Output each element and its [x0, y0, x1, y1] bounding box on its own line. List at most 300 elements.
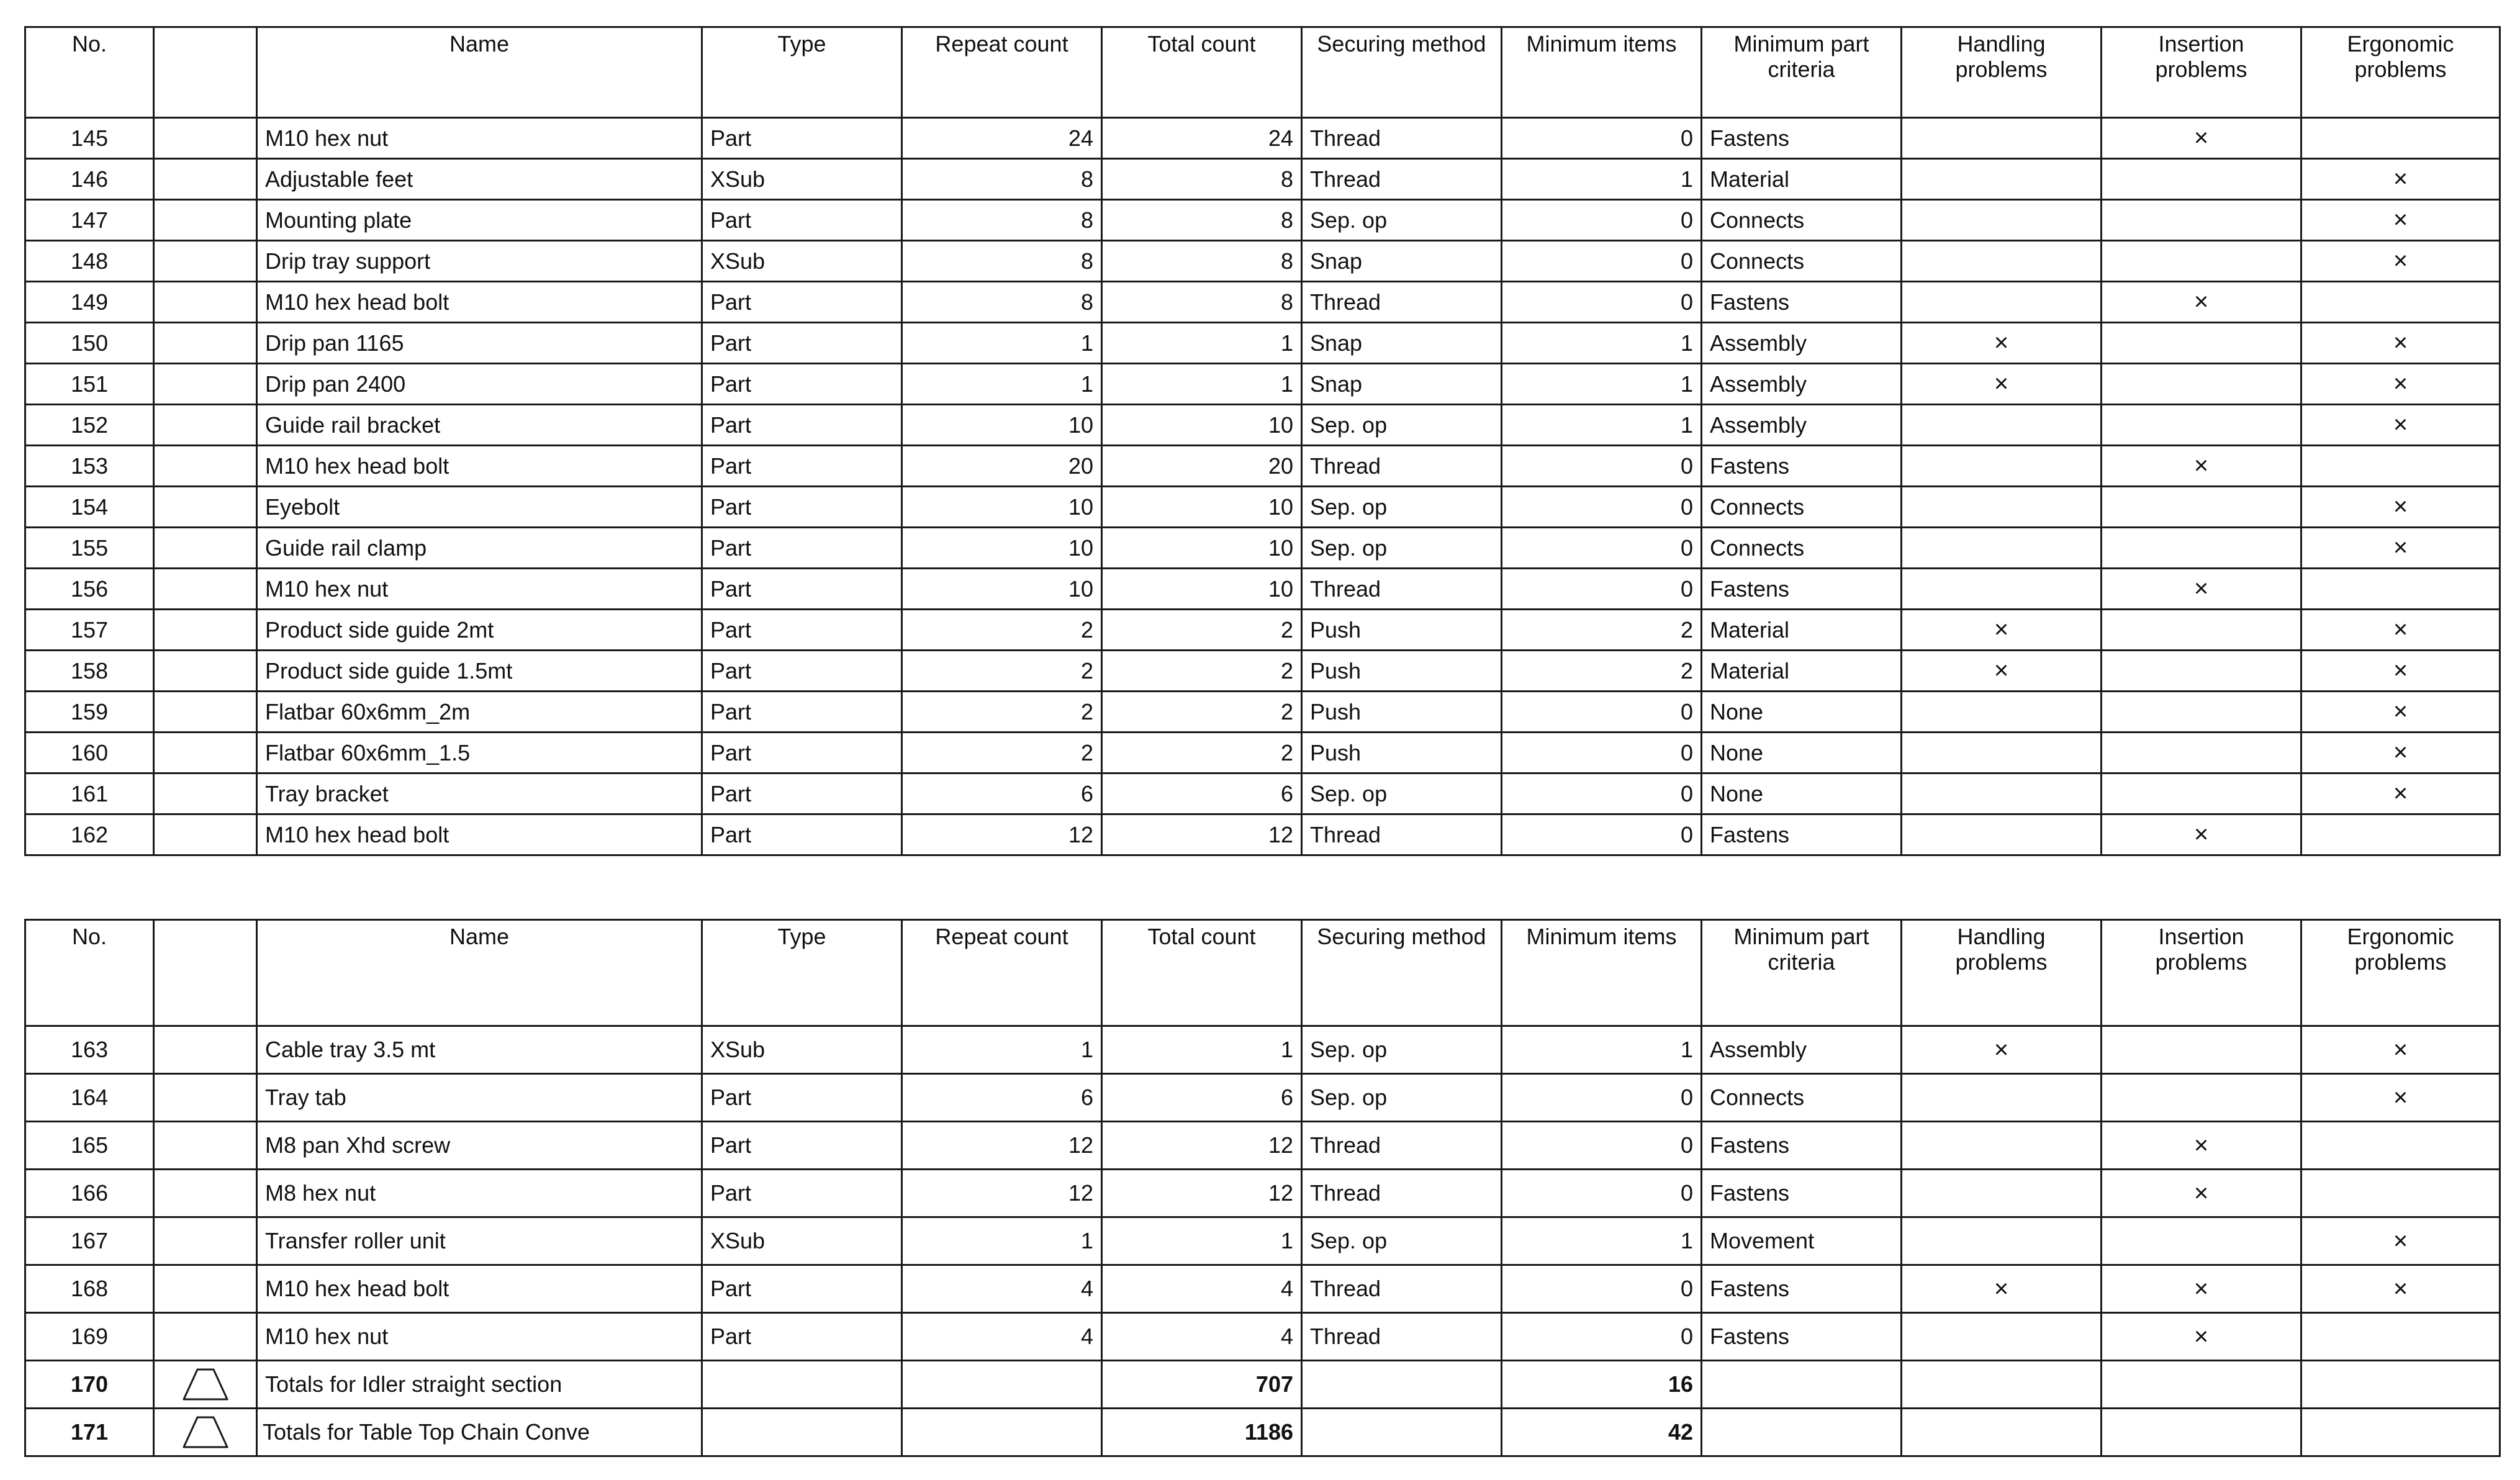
insertion-problem-mark [2102, 733, 2301, 774]
securing-method: Push [1302, 610, 1502, 651]
handling-problem-mark [1902, 774, 2102, 814]
empty-cell [1902, 1409, 2102, 1456]
row-icon-cell [154, 405, 257, 446]
insertion-problem-mark: × [2102, 569, 2301, 610]
row-number: 162 [25, 814, 154, 855]
minimum-part-criteria: Connects [1702, 1074, 1902, 1122]
part-type: Part [702, 200, 902, 241]
header-minimum-part-criteria: Minimum part criteria [1702, 920, 1902, 1026]
row-number: 151 [25, 364, 154, 405]
part-name: M10 hex head bolt [257, 1265, 702, 1313]
minimum-part-criteria: Fastens [1702, 446, 1902, 487]
minimum-items: 1 [1502, 364, 1702, 405]
totals-row [25, 1361, 2500, 1409]
totals-row [25, 1409, 2500, 1456]
ergonomic-problem-mark [2301, 1122, 2500, 1170]
handling-problem-mark [1902, 118, 2102, 159]
part-type: Part [702, 1122, 902, 1170]
securing-method: Sep. op [1302, 1217, 1502, 1265]
row-icon-cell [154, 1170, 257, 1217]
part-name: Guide rail clamp [257, 528, 702, 569]
insertion-problem-mark: × [2102, 814, 2301, 855]
total-count: 1 [1102, 323, 1302, 364]
part-name: M10 hex head bolt [257, 282, 702, 323]
repeat-count: 4 [902, 1313, 1102, 1361]
row-icon-cell [154, 528, 257, 569]
repeat-count: 6 [902, 1074, 1102, 1122]
handling-problem-mark [1902, 733, 2102, 774]
empty-cell [702, 1361, 902, 1409]
minimum-items: 0 [1502, 1170, 1702, 1217]
part-name: M10 hex head bolt [257, 446, 702, 487]
handling-problem-mark: × [1902, 364, 2102, 405]
ergonomic-problem-mark [2301, 1313, 2500, 1361]
insertion-problem-mark [2102, 651, 2301, 692]
total-count: 2 [1102, 610, 1302, 651]
insertion-problem-mark [2102, 1217, 2301, 1265]
part-type: Part [702, 323, 902, 364]
table-row [25, 610, 2500, 651]
minimum-part-criteria: Assembly [1702, 1026, 1902, 1074]
minimum-items: 0 [1502, 733, 1702, 774]
repeat-count: 2 [902, 733, 1102, 774]
insertion-problem-mark: × [2102, 1265, 2301, 1313]
securing-method: Push [1302, 692, 1502, 733]
handling-problem-mark [1902, 282, 2102, 323]
minimum-items: 0 [1502, 118, 1702, 159]
ergonomic-problem-mark: × [2301, 241, 2500, 282]
header-no: No. [25, 27, 154, 118]
ergonomic-problem-mark: × [2301, 774, 2500, 814]
row-icon-cell [154, 569, 257, 610]
table-row [25, 1170, 2500, 1217]
securing-method: Thread [1302, 159, 1502, 200]
part-type: Part [702, 1313, 902, 1361]
ergonomic-problem-mark [2301, 282, 2500, 323]
empty-cell [2301, 1409, 2500, 1456]
header-minimum-part-criteria: Minimum part criteria [1702, 27, 1902, 118]
row-number: 148 [25, 241, 154, 282]
part-name: M8 pan Xhd screw [257, 1122, 702, 1170]
empty-cell [702, 1409, 902, 1456]
repeat-count: 1 [902, 1217, 1102, 1265]
row-number: 159 [25, 692, 154, 733]
totals-label: Totals for Table Top Chain Conve [257, 1409, 702, 1456]
empty-cell [902, 1409, 1102, 1456]
part-name: Mounting plate [257, 200, 702, 241]
repeat-count: 10 [902, 405, 1102, 446]
minimum-items: 0 [1502, 1122, 1702, 1170]
header-handling-problems: Handling problems [1902, 920, 2102, 1026]
total-count: 24 [1102, 118, 1302, 159]
minimum-items: 0 [1502, 528, 1702, 569]
repeat-count: 8 [902, 241, 1102, 282]
row-icon-cell [154, 1217, 257, 1265]
insertion-problem-mark [2102, 528, 2301, 569]
minimum-part-criteria: None [1702, 692, 1902, 733]
part-type: XSub [702, 241, 902, 282]
part-name: M8 hex nut [257, 1170, 702, 1217]
row-number: 170 [25, 1361, 154, 1409]
part-name: Guide rail bracket [257, 405, 702, 446]
part-name: Drip pan 2400 [257, 364, 702, 405]
handling-problem-mark [1902, 200, 2102, 241]
part-name: Eyebolt [257, 487, 702, 528]
insertion-problem-mark: × [2102, 282, 2301, 323]
insertion-problem-mark [2102, 159, 2301, 200]
repeat-count: 24 [902, 118, 1102, 159]
repeat-count: 8 [902, 200, 1102, 241]
header-insertion-problems: Insertion problems [2102, 920, 2301, 1026]
total-count: 1 [1102, 364, 1302, 405]
ergonomic-problem-mark: × [2301, 1217, 2500, 1265]
insertion-problem-mark [2102, 241, 2301, 282]
minimum-items: 1 [1502, 159, 1702, 200]
row-icon-cell [154, 323, 257, 364]
parts-table-1 [24, 26, 2501, 856]
row-number: 161 [25, 774, 154, 814]
part-name: M10 hex nut [257, 569, 702, 610]
part-name: M10 hex head bolt [257, 814, 702, 855]
row-number: 157 [25, 610, 154, 651]
row-number: 149 [25, 282, 154, 323]
repeat-count: 8 [902, 282, 1102, 323]
minimum-part-criteria: Material [1702, 610, 1902, 651]
minimum-part-criteria: Assembly [1702, 323, 1902, 364]
row-icon-cell [154, 1026, 257, 1074]
table-row [25, 159, 2500, 200]
handling-problem-mark [1902, 692, 2102, 733]
minimum-items: 1 [1502, 323, 1702, 364]
part-type: Part [702, 118, 902, 159]
ergonomic-problem-mark: × [2301, 364, 2500, 405]
row-icon-cell [154, 733, 257, 774]
repeat-count: 12 [902, 1170, 1102, 1217]
table-row [25, 487, 2500, 528]
securing-method: Thread [1302, 1122, 1502, 1170]
row-icon-cell [154, 651, 257, 692]
minimum-items: 0 [1502, 1265, 1702, 1313]
handling-problem-mark [1902, 814, 2102, 855]
handling-problem-mark: × [1902, 323, 2102, 364]
minimum-part-criteria: Fastens [1702, 1122, 1902, 1170]
row-number: 150 [25, 323, 154, 364]
ergonomic-problem-mark: × [2301, 692, 2500, 733]
insertion-problem-mark [2102, 200, 2301, 241]
handling-problem-mark [1902, 487, 2102, 528]
table-row [25, 814, 2500, 855]
row-icon-cell [154, 159, 257, 200]
ergonomic-problem-mark [2301, 446, 2500, 487]
handling-problem-mark [1902, 241, 2102, 282]
insertion-problem-mark [2102, 364, 2301, 405]
table-row [25, 1074, 2500, 1122]
repeat-count: 10 [902, 487, 1102, 528]
insertion-problem-mark [2102, 323, 2301, 364]
ergonomic-problem-mark [2301, 814, 2500, 855]
securing-method: Thread [1302, 1313, 1502, 1361]
empty-cell [2102, 1361, 2301, 1409]
insertion-problem-mark [2102, 692, 2301, 733]
handling-problem-mark [1902, 1217, 2102, 1265]
handling-problem-mark [1902, 528, 2102, 569]
row-icon-cell [154, 118, 257, 159]
minimum-items: 1 [1502, 1026, 1702, 1074]
ergonomic-problem-mark: × [2301, 1074, 2500, 1122]
header-securing-method: Securing method [1302, 27, 1502, 118]
row-number: 153 [25, 446, 154, 487]
repeat-count: 6 [902, 774, 1102, 814]
row-icon-cell [154, 692, 257, 733]
repeat-count: 12 [902, 814, 1102, 855]
ergonomic-problem-mark [2301, 118, 2500, 159]
repeat-count: 10 [902, 569, 1102, 610]
ergonomic-problem-mark: × [2301, 159, 2500, 200]
part-name: M10 hex nut [257, 1313, 702, 1361]
repeat-count: 1 [902, 323, 1102, 364]
total-count: 2 [1102, 733, 1302, 774]
empty-cell [902, 1361, 1102, 1409]
ergonomic-problem-mark: × [2301, 610, 2500, 651]
securing-method: Snap [1302, 241, 1502, 282]
ergonomic-problem-mark: × [2301, 405, 2500, 446]
securing-method: Push [1302, 651, 1502, 692]
part-name: Flatbar 60x6mm_2m [257, 692, 702, 733]
insertion-problem-mark: × [2102, 446, 2301, 487]
handling-problem-mark [1902, 405, 2102, 446]
total-count: 1 [1102, 1217, 1302, 1265]
securing-method: Thread [1302, 1265, 1502, 1313]
ergonomic-problem-mark: × [2301, 651, 2500, 692]
minimum-part-criteria: Material [1702, 651, 1902, 692]
part-name: Tray tab [257, 1074, 702, 1122]
totals-minimum-items: 42 [1502, 1409, 1702, 1456]
totals-icon-cell [154, 1361, 257, 1409]
empty-cell [1702, 1361, 1902, 1409]
header-no: No. [25, 920, 154, 1026]
part-name: Cable tray 3.5 mt [257, 1026, 702, 1074]
table-row [25, 446, 2500, 487]
total-count: 10 [1102, 569, 1302, 610]
minimum-items: 2 [1502, 610, 1702, 651]
handling-problem-mark [1902, 446, 2102, 487]
securing-method: Sep. op [1302, 405, 1502, 446]
table-row [25, 733, 2500, 774]
table-row [25, 118, 2500, 159]
part-type: Part [702, 814, 902, 855]
part-name: Product side guide 1.5mt [257, 651, 702, 692]
row-icon-cell [154, 610, 257, 651]
part-type: Part [702, 1265, 902, 1313]
handling-problem-mark: × [1902, 610, 2102, 651]
securing-method: Thread [1302, 118, 1502, 159]
row-number: 154 [25, 487, 154, 528]
header-handling-problems: Handling problems [1902, 27, 2102, 118]
handling-problem-mark [1902, 1170, 2102, 1217]
table-row [25, 323, 2500, 364]
repeat-count: 20 [902, 446, 1102, 487]
minimum-items: 1 [1502, 405, 1702, 446]
minimum-part-criteria: Connects [1702, 528, 1902, 569]
securing-method: Sep. op [1302, 528, 1502, 569]
part-type: Part [702, 733, 902, 774]
total-count: 8 [1102, 282, 1302, 323]
row-icon-cell [154, 487, 257, 528]
row-number: 171 [25, 1409, 154, 1456]
minimum-part-criteria: Fastens [1702, 282, 1902, 323]
total-count: 4 [1102, 1313, 1302, 1361]
minimum-items: 0 [1502, 200, 1702, 241]
table-row [25, 692, 2500, 733]
header-total-count: Total count [1102, 920, 1302, 1026]
table-row [25, 1122, 2500, 1170]
total-count: 12 [1102, 814, 1302, 855]
minimum-items: 2 [1502, 651, 1702, 692]
table-row [25, 651, 2500, 692]
part-type: Part [702, 282, 902, 323]
triangle-icon [181, 1415, 230, 1450]
row-number: 167 [25, 1217, 154, 1265]
part-name: Drip pan 1165 [257, 323, 702, 364]
part-type: Part [702, 1074, 902, 1122]
minimum-items: 0 [1502, 241, 1702, 282]
minimum-items: 0 [1502, 814, 1702, 855]
table-row [25, 774, 2500, 814]
securing-method: Push [1302, 733, 1502, 774]
table-row [25, 241, 2500, 282]
row-number: 165 [25, 1122, 154, 1170]
total-count: 12 [1102, 1170, 1302, 1217]
row-icon-cell [154, 241, 257, 282]
insertion-problem-mark: × [2102, 1122, 2301, 1170]
header-minimum-items: Minimum items [1502, 27, 1702, 118]
handling-problem-mark: × [1902, 1026, 2102, 1074]
row-number: 145 [25, 118, 154, 159]
totals-minimum-items: 16 [1502, 1361, 1702, 1409]
empty-cell [2301, 1361, 2500, 1409]
row-icon-cell [154, 446, 257, 487]
ergonomic-problem-mark: × [2301, 1026, 2500, 1074]
minimum-part-criteria: Fastens [1702, 569, 1902, 610]
part-type: Part [702, 692, 902, 733]
minimum-part-criteria: None [1702, 774, 1902, 814]
header-icon [154, 920, 257, 1026]
part-name: Tray bracket [257, 774, 702, 814]
row-number: 147 [25, 200, 154, 241]
securing-method: Snap [1302, 323, 1502, 364]
row-number: 158 [25, 651, 154, 692]
totals-icon-cell [154, 1409, 257, 1456]
handling-problem-mark [1902, 1122, 2102, 1170]
repeat-count: 8 [902, 159, 1102, 200]
minimum-part-criteria: Assembly [1702, 405, 1902, 446]
total-count: 10 [1102, 528, 1302, 569]
minimum-part-criteria: Fastens [1702, 1170, 1902, 1217]
securing-method: Sep. op [1302, 200, 1502, 241]
table-row [25, 1313, 2500, 1361]
total-count: 10 [1102, 405, 1302, 446]
empty-cell [1302, 1361, 1502, 1409]
part-name: Flatbar 60x6mm_1.5 [257, 733, 702, 774]
ergonomic-problem-mark: × [2301, 323, 2500, 364]
header-ergonomic-problems: Ergonomic problems [2301, 920, 2500, 1026]
minimum-part-criteria: Connects [1702, 200, 1902, 241]
header-ergonomic-problems: Ergonomic problems [2301, 27, 2500, 118]
part-type: Part [702, 487, 902, 528]
part-type: Part [702, 610, 902, 651]
row-icon-cell [154, 1313, 257, 1361]
part-name: Drip tray support [257, 241, 702, 282]
row-number: 146 [25, 159, 154, 200]
repeat-count: 2 [902, 651, 1102, 692]
row-number: 152 [25, 405, 154, 446]
ergonomic-problem-mark [2301, 1170, 2500, 1217]
minimum-part-criteria: Fastens [1702, 1265, 1902, 1313]
part-type: Part [702, 364, 902, 405]
header-row [25, 27, 2500, 118]
row-number: 156 [25, 569, 154, 610]
securing-method: Snap [1302, 364, 1502, 405]
total-count: 8 [1102, 200, 1302, 241]
ergonomic-problem-mark: × [2301, 733, 2500, 774]
row-icon-cell [154, 814, 257, 855]
minimum-items: 0 [1502, 446, 1702, 487]
row-icon-cell [154, 364, 257, 405]
securing-method: Thread [1302, 282, 1502, 323]
empty-cell [1702, 1409, 1902, 1456]
insertion-problem-mark [2102, 487, 2301, 528]
securing-method: Thread [1302, 446, 1502, 487]
minimum-part-criteria: Material [1702, 159, 1902, 200]
minimum-items: 0 [1502, 692, 1702, 733]
part-type: Part [702, 1170, 902, 1217]
handling-problem-mark [1902, 569, 2102, 610]
total-count: 1 [1102, 1026, 1302, 1074]
securing-method: Sep. op [1302, 1026, 1502, 1074]
row-icon-cell [154, 1265, 257, 1313]
table-row [25, 405, 2500, 446]
part-type: Part [702, 774, 902, 814]
empty-cell [2102, 1409, 2301, 1456]
minimum-part-criteria: Connects [1702, 241, 1902, 282]
securing-method: Sep. op [1302, 1074, 1502, 1122]
row-icon-cell [154, 282, 257, 323]
minimum-part-criteria: Assembly [1702, 364, 1902, 405]
repeat-count: 2 [902, 692, 1102, 733]
insertion-problem-mark [2102, 405, 2301, 446]
table-row [25, 528, 2500, 569]
securing-method: Sep. op [1302, 774, 1502, 814]
row-number: 163 [25, 1026, 154, 1074]
row-number: 166 [25, 1170, 154, 1217]
minimum-items: 0 [1502, 1074, 1702, 1122]
insertion-problem-mark [2102, 610, 2301, 651]
insertion-problem-mark [2102, 1026, 2301, 1074]
table-row [25, 282, 2500, 323]
header-securing-method: Securing method [1302, 920, 1502, 1026]
total-count: 6 [1102, 1074, 1302, 1122]
ergonomic-problem-mark: × [2301, 528, 2500, 569]
total-count: 4 [1102, 1265, 1302, 1313]
total-count: 10 [1102, 487, 1302, 528]
totals-total-count: 1186 [1102, 1409, 1302, 1456]
totals-label: Totals for Idler straight section [257, 1361, 702, 1409]
part-type: Part [702, 651, 902, 692]
row-number: 164 [25, 1074, 154, 1122]
empty-cell [1902, 1361, 2102, 1409]
minimum-items: 0 [1502, 282, 1702, 323]
securing-method: Thread [1302, 569, 1502, 610]
